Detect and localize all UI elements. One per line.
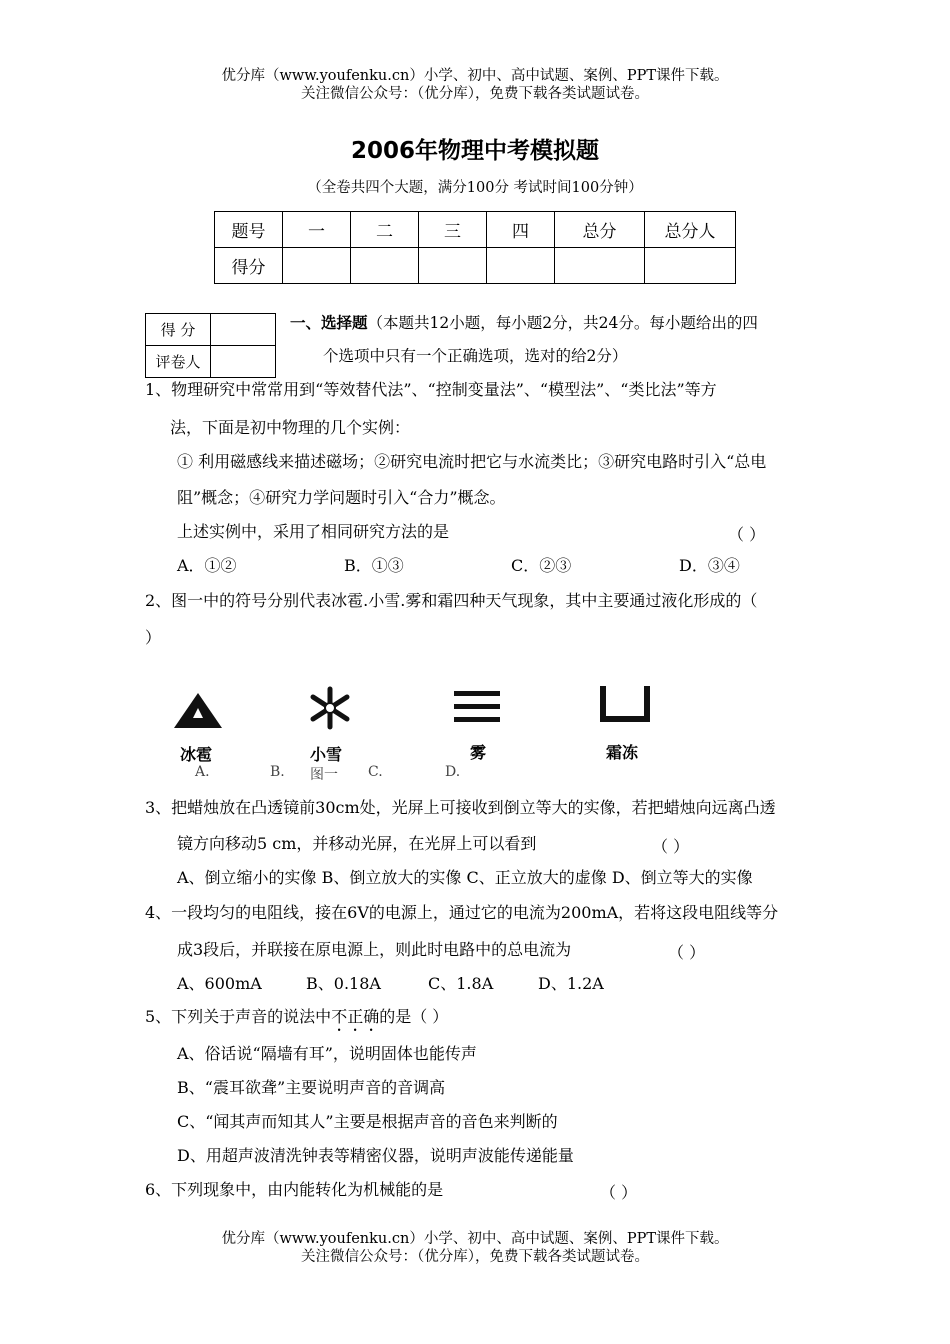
- footer-line-1: 优分库（www.youfenku.cn）小学、初中、高中试题、案例、PPT课件下载。: [221, 1231, 729, 1247]
- section-1-heading: 一、选择题: [290, 314, 368, 332]
- header-line-1: 优分库（www.youfenku.cn）小学、初中、高中试题、案例、PPT课件下载。: [221, 68, 729, 84]
- q3-answer-paren: （ ）: [652, 837, 690, 856]
- q1-stem-line-2: 法，下面是初中物理的几个实例：: [170, 418, 411, 437]
- q2-option-b: B.: [270, 764, 285, 780]
- grader-cell: [211, 346, 276, 378]
- q5-emphasis: 不正确: [331, 1007, 380, 1026]
- score-header-cell: 总分人: [645, 212, 736, 248]
- score-table-score-row: [215, 248, 736, 284]
- grader-score-label: 得 分: [146, 314, 211, 346]
- q3-options: A、倒立缩小的实像 B、倒立放大的实像 C、正立放大的虚像 D、倒立等大的实像: [177, 868, 753, 887]
- grader-label: 评卷人: [146, 346, 211, 378]
- fog-lines-icon: [452, 689, 504, 729]
- score-cell: [487, 248, 555, 284]
- q5-option-d: D、用超声波清洗钟表等精密仪器，说明声波能传递能量: [177, 1146, 574, 1165]
- section-1-description: （本题共12小题，每小题2分，共24分。每小题给出的四: [367, 314, 758, 332]
- header-line-2: 关注微信公众号：（优分库），免费下载各类试题试卷。: [301, 86, 649, 102]
- footer-line-2: 关注微信公众号：（优分库），免费下载各类试题试卷。: [301, 1249, 649, 1265]
- q5-option-c: C、“闻其声而知其人”主要是根据声音的音色来判断的: [177, 1112, 558, 1131]
- q1-answer-paren: （ ）: [728, 525, 766, 544]
- q4-option-c: C、1.8A: [428, 974, 494, 993]
- q1-option-a: A．①②: [177, 556, 237, 575]
- q5-stem-prefix: 5、下列关于声音的说法中: [145, 1007, 332, 1026]
- page-subtitle: （全卷共四个大题，满分100分 考试时间100分钟）: [307, 180, 643, 196]
- score-header-cell: 三: [419, 212, 487, 248]
- q2-option-a: A.: [195, 764, 210, 780]
- q4-stem-line-2: 成3段后，并联接在原电源上，则此时电路中的总电流为: [177, 940, 572, 959]
- q4-option-a: A、600mA: [177, 974, 262, 993]
- score-cell: [419, 248, 487, 284]
- q1-stem-line-3: ① 利用磁感线来描述磁场；②研究电流时把它与水流类比；③研究电路时引入“总电: [177, 452, 767, 471]
- figure-caption: 图一: [310, 767, 338, 783]
- section-1-heading-line: [290, 313, 758, 333]
- grader-table: [145, 313, 276, 378]
- q4-option-d: D、1.2A: [538, 974, 604, 993]
- score-table: [214, 211, 736, 284]
- score-cell: [283, 248, 351, 284]
- q1-option-b: B．①③: [344, 556, 404, 575]
- q4-stem-line-1: 4、一段均匀的电阻线，接在6V的电源上，通过它的电流为200mA，若将这段电阻线等分: [145, 903, 779, 922]
- q2-stem-line-2: ）: [145, 628, 162, 647]
- q1-option-c: C．②③: [511, 556, 572, 575]
- q1-option-d: D．③④: [679, 556, 740, 575]
- q5-option-b: B、“震耳欲聋”主要说明声音的音调高: [177, 1078, 446, 1097]
- score-header-cell: 四: [487, 212, 555, 248]
- q2-option-d: D.: [445, 764, 461, 780]
- frost-bracket-icon: [597, 683, 653, 725]
- q4-answer-paren: （ ）: [668, 943, 706, 962]
- q4-option-b: B、0.18A: [306, 974, 381, 993]
- hail-label: 冰雹: [180, 745, 213, 764]
- fog-label: 雾: [470, 743, 487, 762]
- score-cell: [645, 248, 736, 284]
- q1-stem-line-5: 上述实例中，采用了相同研究方法的是: [177, 522, 450, 541]
- q2-stem-line-1: 2、图一中的符号分别代表冰雹.小雪.雾和霜四种天气现象，其中主要通过液化形成的（: [145, 591, 758, 610]
- snowflake-icon: [300, 683, 360, 733]
- section-1-description-line-2: 个选项中只有一个正确选项，选对的给2分）: [323, 347, 628, 365]
- score-row-label: 得分: [215, 248, 283, 284]
- q5-option-a: A、俗话说“隔墙有耳”，说明固体也能传声: [177, 1044, 477, 1063]
- q3-stem-line-1: 3、把蜡烛放在凸透镜前30cm处，光屏上可接收到倒立等大的实像，若把蜡烛向远离凸透: [145, 798, 776, 817]
- score-header-cell: 一: [283, 212, 351, 248]
- snow-label: 小雪: [310, 745, 343, 764]
- frost-label: 霜冻: [606, 743, 639, 762]
- score-header-cell: 题号: [215, 212, 283, 248]
- grader-score-cell: [211, 314, 276, 346]
- score-header-cell: 二: [351, 212, 419, 248]
- score-table-header-row: [215, 212, 736, 248]
- hail-triangle-icon: [172, 690, 224, 732]
- q6-stem: 6、下列现象中，由内能转化为机械能的是: [145, 1180, 444, 1199]
- q1-stem-line-1: 1、物理研究中常常用到“等效替代法”、“控制变量法”、“模型法”、“类比法”等方: [145, 380, 717, 399]
- score-header-cell: 总分: [555, 212, 645, 248]
- q6-answer-paren: （ ）: [600, 1183, 638, 1202]
- q1-stem-line-4: 阻”概念；④研究力学问题时引入“合力”概念。: [177, 488, 506, 507]
- q3-stem-line-2: 镜方向移动5 cm，并移动光屏，在光屏上可以看到: [177, 834, 537, 853]
- score-cell: [351, 248, 419, 284]
- page-title: 2006年物理中考模拟题: [350, 138, 599, 164]
- score-cell: [555, 248, 645, 284]
- q5-stem-suffix: 的是（ ）: [379, 1007, 449, 1026]
- q2-option-c: C.: [368, 764, 383, 780]
- q5-stem: [145, 1007, 448, 1035]
